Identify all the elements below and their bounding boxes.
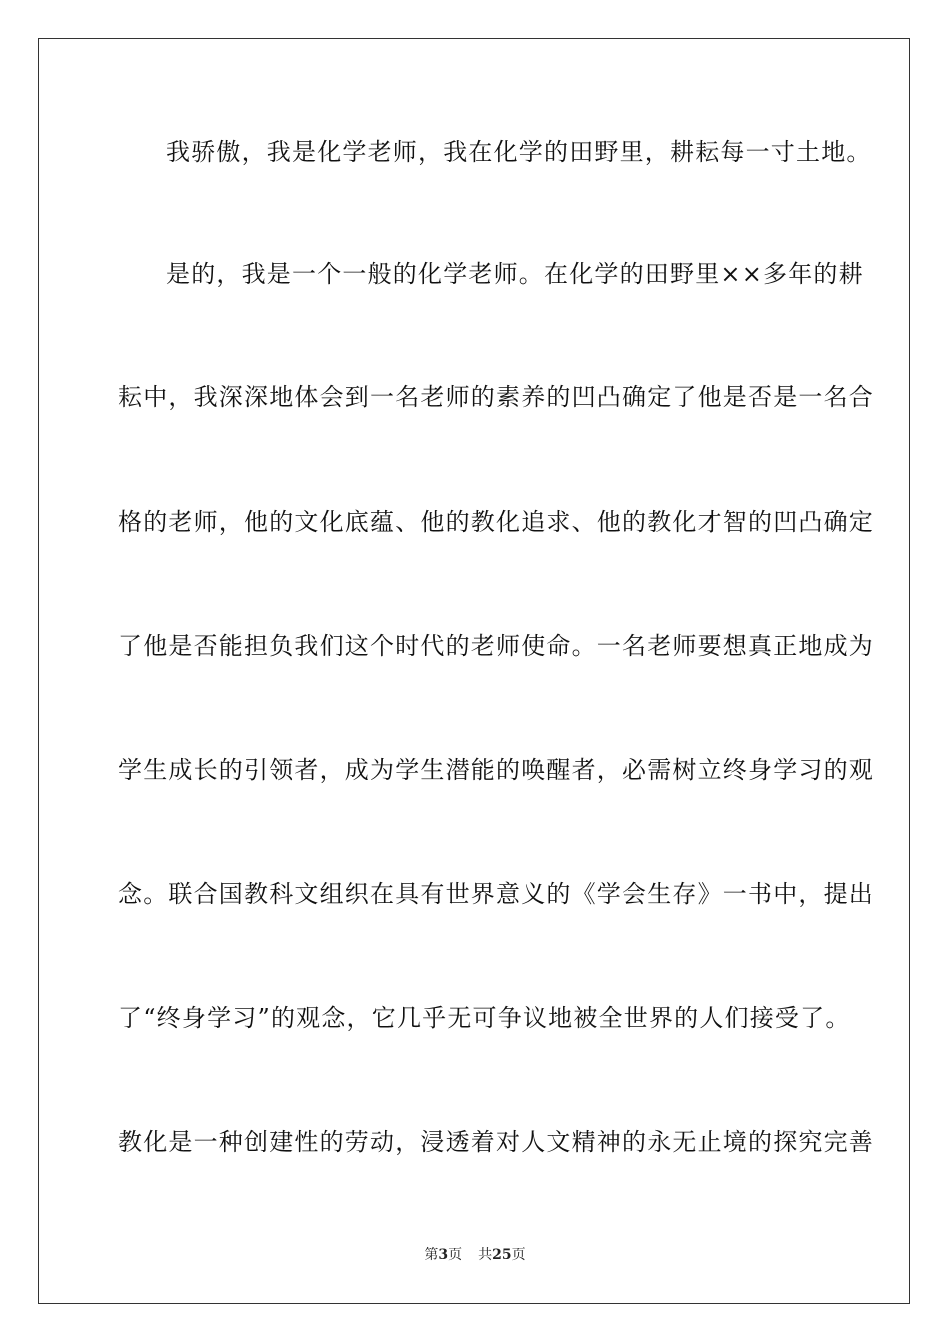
page-prefix: 第: [424, 1247, 439, 1263]
paragraph-line-3: 耘中，我深深地体会到一名老师的素养的凹凸确定了他是否是一名合: [118, 383, 874, 411]
total-prefix: 共: [478, 1247, 493, 1263]
total-pages: 25: [492, 1247, 512, 1263]
page-suffix: 页: [448, 1247, 463, 1263]
paragraph-line-5: 了他是否能担负我们这个时代的老师使命。一名老师要想真正地成为: [118, 632, 874, 660]
paragraph-line-2: 是的，我是一个一般的化学老师。在化学的田野里××多年的耕: [166, 260, 864, 288]
page-footer: [0, 1246, 950, 1264]
total-suffix: 页: [511, 1247, 526, 1263]
page-border: [38, 38, 910, 1304]
paragraph-line-7: 念。联合国教科文组织在具有世界意义的《学会生存》一书中，提出: [118, 880, 874, 908]
paragraph-line-9: 教化是一种创建性的劳动，浸透着对人文精神的永无止境的探究完善: [118, 1128, 874, 1156]
paragraph-line-8: 了“终身学习”的观念，它几乎无可争议地被全世界的人们接受了。: [118, 1004, 851, 1032]
paragraph-line-6: 学生成长的引领者，成为学生潜能的唤醒者，必需树立终身学习的观: [118, 756, 874, 784]
paragraph-line-1: 我骄傲，我是化学老师，我在化学的田野里，耕耘每一寸土地。: [166, 138, 872, 166]
page-number: 3: [438, 1247, 449, 1263]
paragraph-line-4: 格的老师，他的文化底蕴、他的教化追求、他的教化才智的凹凸确定: [118, 508, 874, 536]
